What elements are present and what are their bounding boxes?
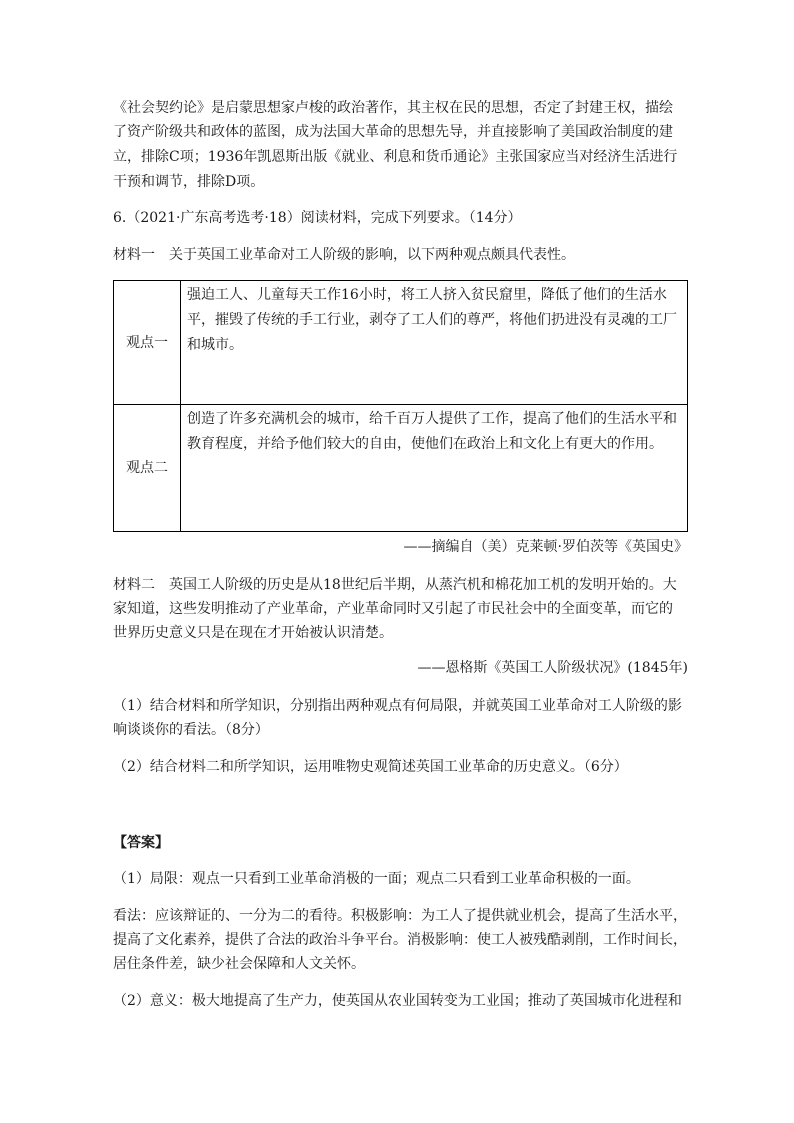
- intro-line-3: 立，排除C项；1936年凯恩斯出版《就业、利息和货币通论》主张国家应当对经济生活进行: [113, 149, 678, 165]
- intro-line-4: 干预和调节，排除D项。: [113, 174, 265, 190]
- answer-2: （2）意义：极大地提高了生产力，使英国从农业国转变为工业国；推动了英国城市化进程和: [113, 993, 682, 1009]
- opinion-1-label: 观点一: [114, 281, 181, 405]
- material2-line-3: 世界历史意义只是在现在才开始被认识清楚。: [113, 625, 393, 641]
- opinion-row-1: [114, 281, 688, 405]
- view-line-1: 看法：应该辩证的、一分为二的看待。积极影响：为工人了提供就业机会，提高了生活水平，: [113, 908, 687, 924]
- intro-line-1: 《社会契约论》是启蒙思想家卢梭的政治著作，其主权在民的思想，否定了封建王权，描绘: [113, 100, 673, 116]
- material2-line-2: 家知道，这些发明推动了产业革命，产业革命同时又引起了市民社会中的全面变革，而它的: [113, 601, 673, 617]
- opinion-row-2: [114, 405, 688, 532]
- answer-1: （1）局限：观点一只看到工业革命消极的一面；观点二只看到工业革命积极的一面。: [113, 871, 640, 887]
- view-line-2: 提高了文化素养，提供了合法的政治斗争平台。消极影响：使工人被残酷剥削，工作时间长，: [113, 932, 687, 948]
- opinions-table: [113, 280, 688, 532]
- answer-heading: 【答案】: [113, 835, 169, 851]
- opinion-2-text: 创造了许多充满机会的城市，给千百万人提供了工作，提高了他们的生活水平和教育程度，并给予他们较大的自由，使他们在政治上和文化上有更大的作用。: [181, 405, 688, 532]
- q1-line-1: （1）结合材料和所学知识，分别指出两种观点有何局限，并就英国工业革命对工人阶级的影: [113, 698, 682, 714]
- question-header: 6.（2021·广东高考选考·18）阅读材料，完成下列要求。（14分）: [113, 210, 522, 226]
- source-2: ——恩格斯《英国工人阶级状况》(1845年): [417, 660, 688, 676]
- material2-line-1: 材料二 英国工人阶级的历史是从18世纪后半期，从蒸汽机和棉花加工机的发明开始的。大: [113, 577, 677, 593]
- material1-intro: 材料一 关于英国工业革命对工人阶级的影响，以下两种观点颇具代表性。: [113, 247, 575, 263]
- q2: （2）结合材料二和所学知识，运用唯物史观简述英国工业革命的历史意义。（6分）: [113, 759, 628, 775]
- opinion-1-text: 强迫工人、儿童每天工作16小时，将工人挤入贫民窟里，降低了他们的生活水平，摧毁了传统的手工行业，剥夺了工人们的尊严，将他们扔进没有灵魂的工厂和城市。: [181, 281, 688, 405]
- intro-line-2: 了资产阶级共和政体的蓝图，成为法国大革命的思想先导，并直接影响了美国政治制度的建: [113, 124, 673, 140]
- view-line-3: 居住条件差，缺少社会保障和人文关怀。: [113, 956, 365, 972]
- opinion-2-label: 观点二: [114, 405, 181, 532]
- source-1: ——摘编自（美）克莱顿·罗伯茨等《英国史》: [403, 539, 688, 555]
- q1-line-2: 响谈谈你的看法。（8分）: [113, 722, 269, 738]
